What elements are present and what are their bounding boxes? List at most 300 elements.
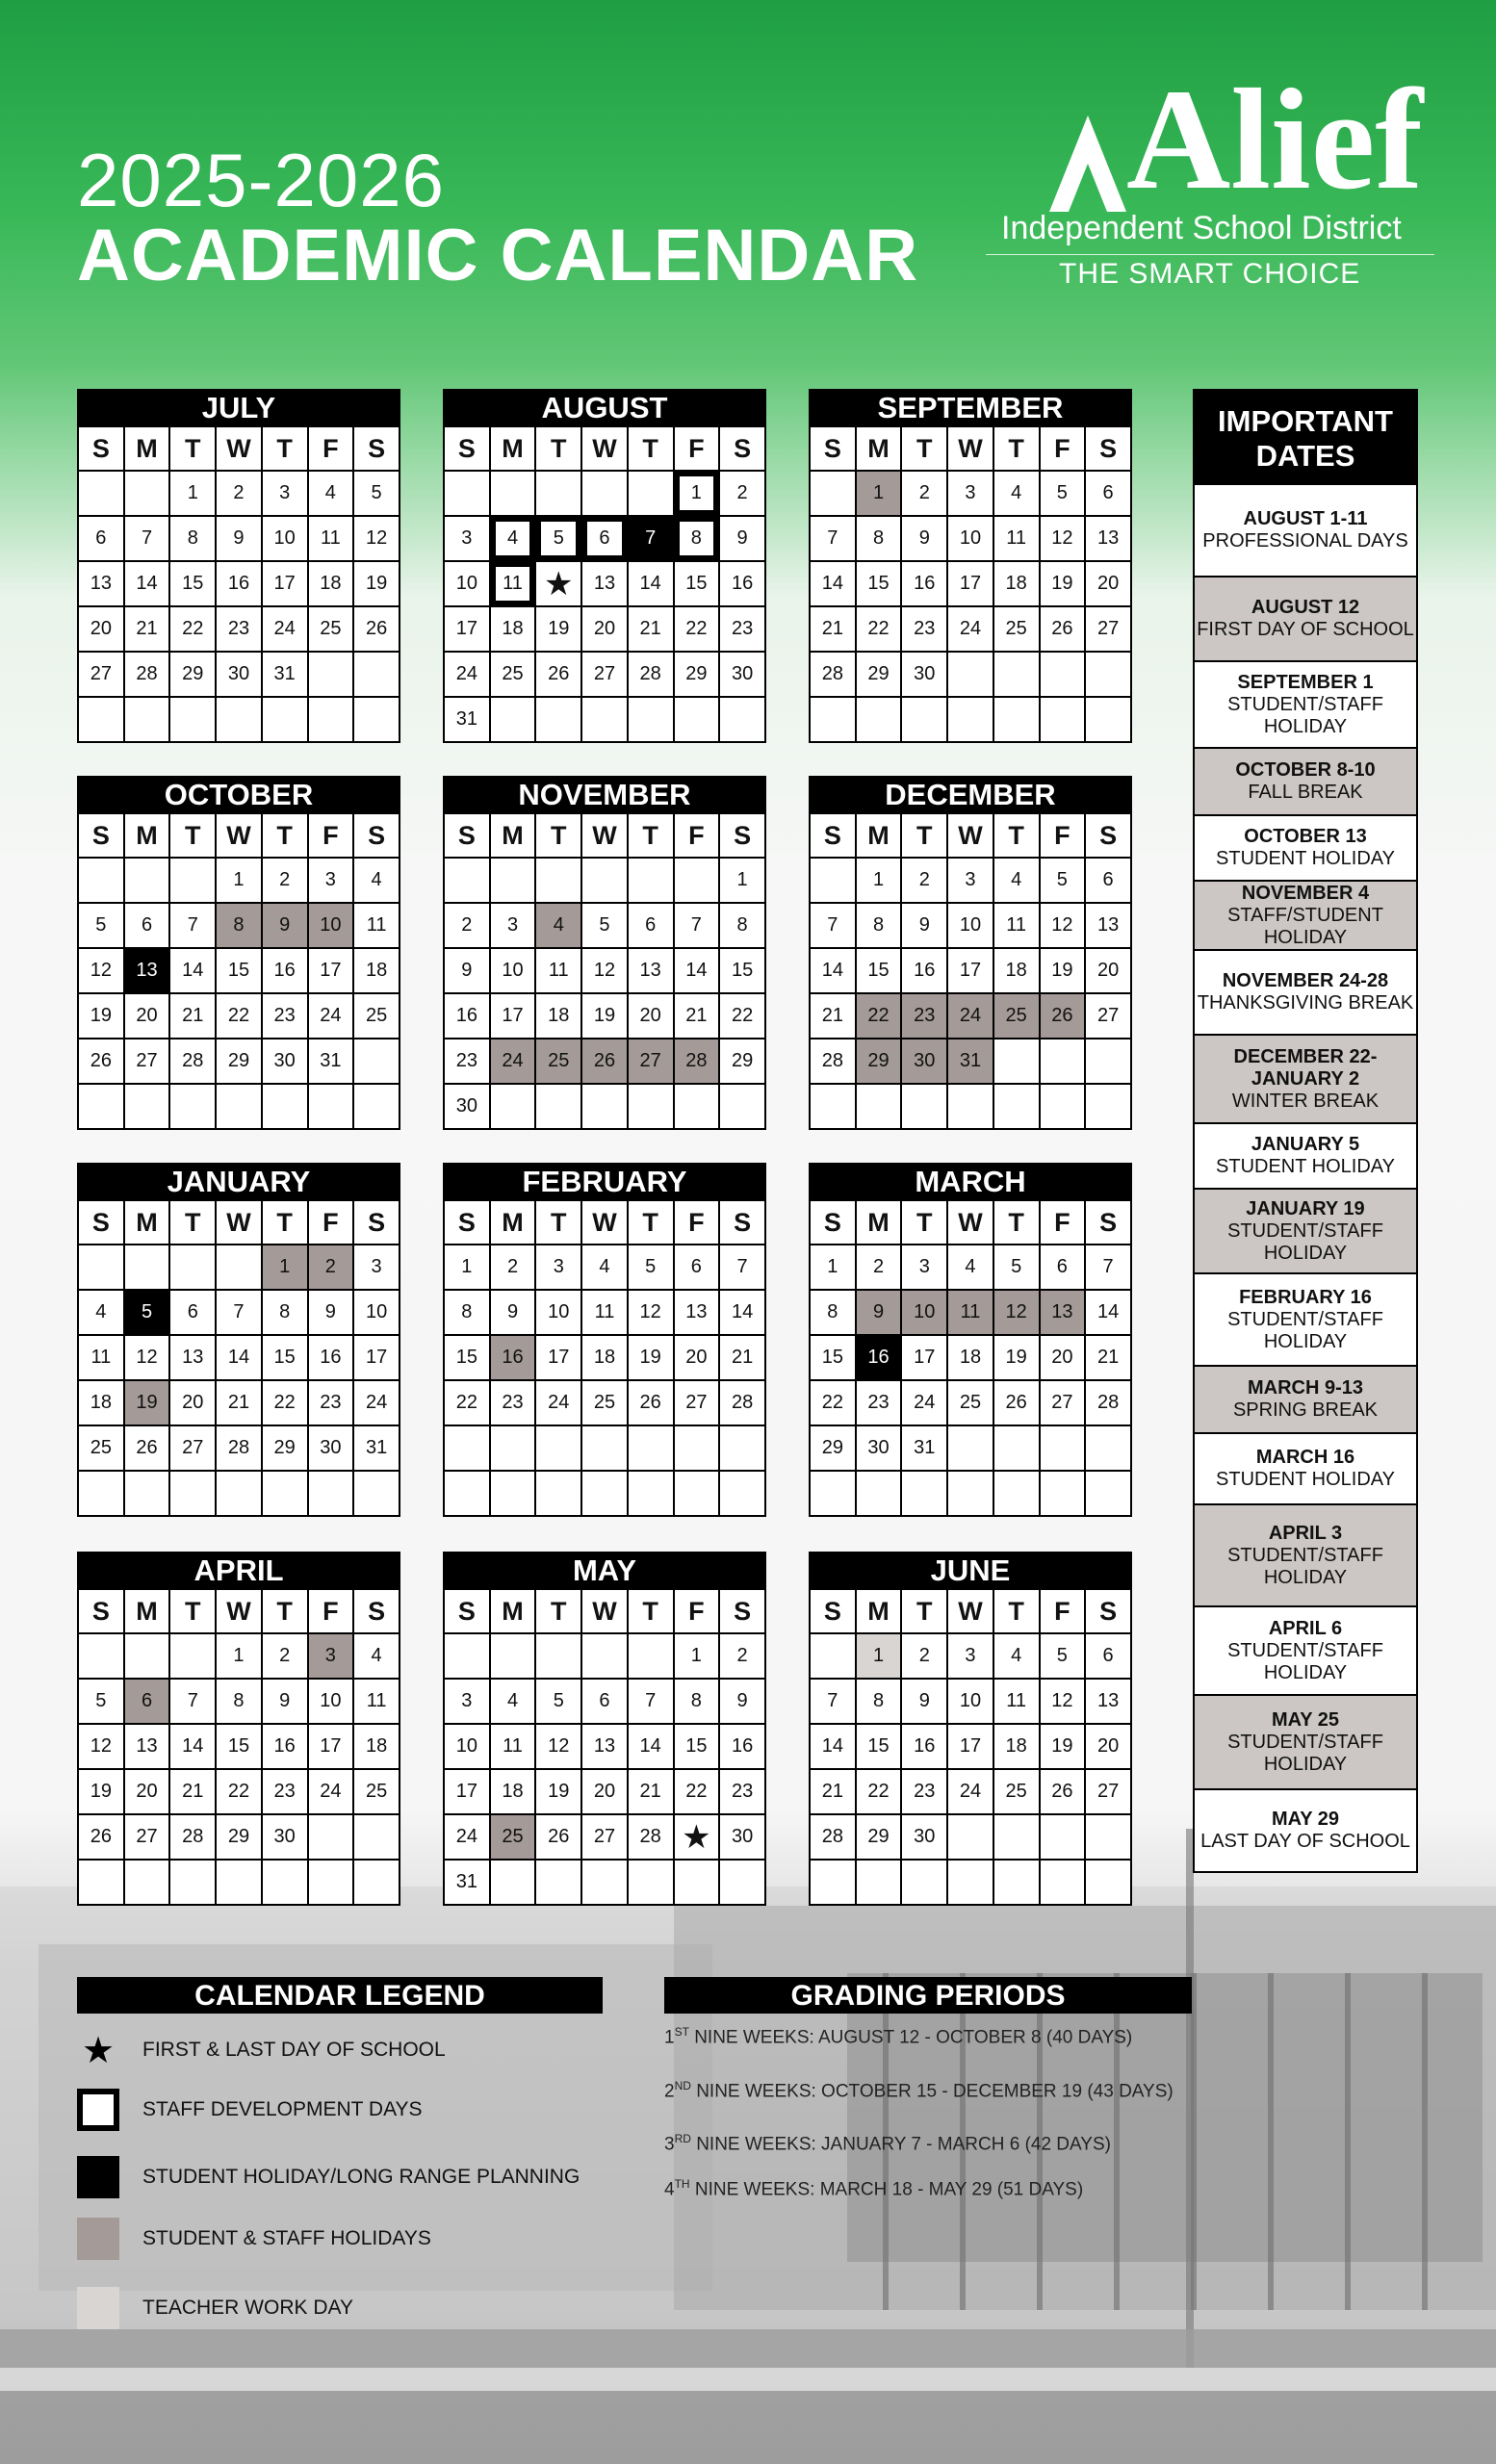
important-date-item [1195, 814, 1416, 880]
important-date-item [1195, 1605, 1416, 1694]
day-cell: 4 [947, 1245, 993, 1290]
legend-label: STUDENT & STAFF HOLIDAYS [142, 2227, 431, 2249]
empty-day-cell [216, 1084, 262, 1129]
day-cell: 26 [993, 1380, 1040, 1425]
day-cell: 2 [262, 858, 308, 903]
day-cell: 29 [674, 652, 720, 697]
day-cell: 23 [719, 606, 765, 652]
grading-ordinal: 3 [664, 2134, 675, 2155]
day-cell: 7 [810, 903, 856, 948]
empty-day-cell [490, 1084, 536, 1129]
week-row [810, 1679, 1131, 1724]
day-cell: 30 [262, 1814, 308, 1860]
day-cell: 2 [216, 471, 262, 516]
legend-swatch [77, 2156, 119, 2198]
empty-day-cell [490, 471, 536, 516]
empty-day-cell [628, 1471, 674, 1516]
weekday-label: F [674, 1589, 720, 1633]
month-name: AUGUST [443, 389, 766, 425]
weekday-label: S [78, 426, 124, 471]
empty-day-cell [1040, 1471, 1086, 1516]
legend-item [77, 2218, 431, 2260]
day-cell: 6 [1085, 858, 1131, 903]
weekday-header-row [78, 426, 400, 471]
month-table [443, 1588, 766, 1906]
important-date-item [1195, 1188, 1416, 1272]
day-cell: 31 [353, 1425, 400, 1471]
day-cell: 15 [810, 1335, 856, 1380]
week-row [444, 1769, 765, 1814]
day-cell: 16 [262, 1724, 308, 1769]
important-date-label: SPRING BREAK [1232, 1399, 1379, 1421]
important-date-label: WINTER BREAK [1231, 1090, 1380, 1112]
legend-item [77, 2029, 446, 2071]
day-cell: 7 [810, 516, 856, 561]
day-cell: 28 [628, 652, 674, 697]
day-cell: 24 [947, 993, 993, 1039]
empty-day-cell [444, 1633, 490, 1679]
empty-day-cell [581, 697, 628, 742]
day-cell: 5 [581, 903, 628, 948]
empty-day-cell [1085, 1084, 1131, 1129]
important-date: AUGUST 12 [1251, 597, 1360, 618]
day-cell: 5 [1040, 1633, 1086, 1679]
day-cell: 4 [581, 1245, 628, 1290]
important-date-label: STUDENT/STAFF HOLIDAY [1227, 1544, 1383, 1588]
day-cell: 23 [901, 993, 947, 1039]
day-cell: 8 [719, 903, 765, 948]
grading-text: NINE WEEKS: MARCH 18 - MAY 29 (51 DAYS) [689, 2179, 1084, 2200]
day-cell: 4 [993, 858, 1040, 903]
day-cell: 17 [308, 1724, 354, 1769]
empty-day-cell [262, 697, 308, 742]
day-cell: 3 [444, 1679, 490, 1724]
day-cell: 1 [856, 471, 902, 516]
weekday-header-row [78, 1589, 400, 1633]
important-dates-panel [1193, 389, 1418, 1873]
day-cell: 8 [810, 1290, 856, 1335]
day-cell: 11 [993, 903, 1040, 948]
empty-day-cell [856, 1084, 902, 1129]
day-cell: 10 [490, 948, 536, 993]
day-cell: 12 [993, 1290, 1040, 1335]
day-cell: 28 [810, 652, 856, 697]
day-cell: 14 [169, 948, 216, 993]
day-cell: 19 [353, 561, 400, 606]
weekday-label: S [444, 813, 490, 858]
day-cell: 11 [535, 948, 581, 993]
day-cell: 21 [674, 993, 720, 1039]
month-august [443, 389, 766, 743]
day-cell: 20 [581, 606, 628, 652]
day-cell: 31 [444, 1860, 490, 1905]
day-cell: 25 [490, 1814, 536, 1860]
weekday-label: T [262, 426, 308, 471]
empty-day-cell [169, 1860, 216, 1905]
month-june [809, 1552, 1132, 1906]
day-cell: 13 [78, 561, 124, 606]
weekday-label: T [628, 813, 674, 858]
day-cell: 9 [719, 516, 765, 561]
empty-day-cell [1040, 652, 1086, 697]
weekday-label: F [308, 1200, 354, 1245]
day-cell: 31 [901, 1425, 947, 1471]
day-cell: 28 [674, 1039, 720, 1084]
day-cell: 25 [78, 1425, 124, 1471]
day-cell: 7 [1085, 1245, 1131, 1290]
empty-day-cell [1085, 1471, 1131, 1516]
day-cell: 22 [444, 1380, 490, 1425]
weekday-label: S [1085, 1200, 1131, 1245]
empty-day-cell [444, 1425, 490, 1471]
day-cell: 24 [444, 652, 490, 697]
empty-day-cell [1040, 1425, 1086, 1471]
weekday-label: F [308, 426, 354, 471]
day-cell: 2 [856, 1245, 902, 1290]
day-cell: 15 [719, 948, 765, 993]
day-cell: 12 [78, 1724, 124, 1769]
day-cell: 22 [856, 993, 902, 1039]
month-december [809, 776, 1132, 1130]
week-row [444, 1084, 765, 1129]
day-cell: 7 [169, 1679, 216, 1724]
week-row [810, 1724, 1131, 1769]
empty-day-cell [810, 858, 856, 903]
grading-period [664, 2025, 1132, 2048]
day-cell: 4 [490, 516, 536, 561]
day-cell: 13 [1085, 516, 1131, 561]
day-cell: 17 [947, 561, 993, 606]
day-cell: 3 [901, 1245, 947, 1290]
day-cell: 5 [353, 471, 400, 516]
empty-day-cell [993, 1039, 1040, 1084]
day-cell: 18 [353, 1724, 400, 1769]
day-cell: 1 [444, 1245, 490, 1290]
empty-day-cell [674, 1084, 720, 1129]
important-date-label: STUDENT/STAFF HOLIDAY [1227, 693, 1383, 737]
week-row [78, 948, 400, 993]
day-cell: 30 [719, 1814, 765, 1860]
star-icon: ★ [674, 1814, 720, 1860]
weekday-label: T [628, 426, 674, 471]
month-april [77, 1552, 400, 1906]
day-cell: 10 [947, 516, 993, 561]
day-cell: 17 [947, 948, 993, 993]
empty-day-cell [810, 471, 856, 516]
day-cell: 9 [262, 1679, 308, 1724]
weekday-label: T [262, 1589, 308, 1633]
weekday-label: M [856, 426, 902, 471]
empty-day-cell [490, 1471, 536, 1516]
weekday-label: M [856, 813, 902, 858]
day-cell: 27 [674, 1380, 720, 1425]
empty-day-cell [581, 471, 628, 516]
weekday-label: S [444, 1200, 490, 1245]
empty-day-cell [169, 697, 216, 742]
day-cell: 11 [490, 561, 536, 606]
empty-day-cell [581, 1084, 628, 1129]
day-cell: 25 [993, 606, 1040, 652]
day-cell: 26 [581, 1039, 628, 1084]
empty-day-cell [1085, 1814, 1131, 1860]
day-cell: 16 [490, 1335, 536, 1380]
week-row [78, 1769, 400, 1814]
grading-ordinal-suffix: RD [674, 2132, 691, 2145]
day-cell: 26 [1040, 606, 1086, 652]
empty-day-cell [444, 1471, 490, 1516]
week-row [444, 652, 765, 697]
day-cell: 26 [535, 652, 581, 697]
day-cell: 18 [581, 1335, 628, 1380]
day-cell: 5 [535, 1679, 581, 1724]
day-cell: 24 [535, 1380, 581, 1425]
day-cell: 5 [1040, 471, 1086, 516]
important-date-item [1195, 1503, 1416, 1605]
empty-day-cell [78, 1084, 124, 1129]
empty-day-cell [1085, 1039, 1131, 1084]
day-cell: 24 [947, 606, 993, 652]
day-cell: 13 [169, 1335, 216, 1380]
logo-district-name: Independent School District [1001, 210, 1402, 246]
legend-label: FIRST & LAST DAY OF SCHOOL [142, 2039, 446, 2061]
day-cell: 4 [78, 1290, 124, 1335]
weekday-header-row [810, 426, 1131, 471]
week-row [810, 606, 1131, 652]
day-cell: 8 [856, 903, 902, 948]
empty-day-cell [947, 1814, 993, 1860]
important-date: OCTOBER 8-10 [1235, 759, 1376, 781]
day-cell: 29 [169, 652, 216, 697]
important-date-label: FIRST DAY OF SCHOOL [1197, 619, 1414, 640]
empty-day-cell [535, 1860, 581, 1905]
important-date-label: STUDENT/STAFF HOLIDAY [1227, 1308, 1383, 1352]
empty-day-cell [308, 697, 354, 742]
weekday-label: T [901, 426, 947, 471]
day-cell: 13 [124, 948, 170, 993]
weekday-label: T [169, 1589, 216, 1633]
weekday-label: S [719, 1200, 765, 1245]
day-cell: 10 [444, 1724, 490, 1769]
weekday-label: W [216, 813, 262, 858]
weekday-label: S [444, 1589, 490, 1633]
day-cell: 5 [1040, 858, 1086, 903]
day-cell: 23 [444, 1039, 490, 1084]
day-cell: 19 [581, 993, 628, 1039]
week-row [444, 1679, 765, 1724]
empty-day-cell [628, 1633, 674, 1679]
day-cell: 25 [993, 1769, 1040, 1814]
weekday-header-row [78, 813, 400, 858]
weekday-label: T [901, 1200, 947, 1245]
day-cell: 8 [674, 516, 720, 561]
day-cell: 11 [490, 1724, 536, 1769]
month-table [77, 425, 400, 743]
week-row [78, 516, 400, 561]
day-cell: 16 [901, 948, 947, 993]
weekday-label: W [947, 1200, 993, 1245]
day-cell: 9 [901, 1679, 947, 1724]
empty-day-cell [581, 1633, 628, 1679]
day-cell: 20 [674, 1335, 720, 1380]
empty-day-cell [353, 697, 400, 742]
empty-day-cell [628, 1860, 674, 1905]
page-subtitle-year: 2025-2026 [77, 138, 446, 222]
important-date-item [1195, 483, 1416, 576]
week-row [78, 1633, 400, 1679]
day-cell: 11 [993, 1679, 1040, 1724]
day-cell: 6 [124, 903, 170, 948]
empty-day-cell [628, 858, 674, 903]
day-cell: 8 [262, 1290, 308, 1335]
month-name: OCTOBER [77, 776, 400, 812]
week-row [78, 697, 400, 742]
grading-ordinal-suffix: ST [674, 2025, 689, 2039]
empty-day-cell [78, 697, 124, 742]
empty-day-cell [993, 1860, 1040, 1905]
empty-day-cell [78, 471, 124, 516]
empty-day-cell [947, 1860, 993, 1905]
weekday-label: M [490, 1200, 536, 1245]
weekday-label: W [581, 813, 628, 858]
day-cell: 3 [444, 516, 490, 561]
day-cell: 29 [856, 652, 902, 697]
week-row [810, 516, 1131, 561]
weekday-label: F [1040, 426, 1086, 471]
day-cell: 3 [308, 858, 354, 903]
day-cell: 19 [1040, 561, 1086, 606]
weekday-label: S [78, 1200, 124, 1245]
weekday-label: M [124, 426, 170, 471]
weekday-label: T [628, 1200, 674, 1245]
day-cell: 2 [444, 903, 490, 948]
legend-swatch [77, 2287, 119, 2329]
day-cell: 7 [674, 903, 720, 948]
week-row [810, 993, 1131, 1039]
day-cell: 20 [124, 993, 170, 1039]
day-cell: 19 [78, 993, 124, 1039]
day-cell: 23 [262, 1769, 308, 1814]
day-cell: 15 [216, 1724, 262, 1769]
empty-day-cell [1040, 1860, 1086, 1905]
weekday-label: W [947, 1589, 993, 1633]
day-cell: 21 [628, 1769, 674, 1814]
day-cell: 16 [216, 561, 262, 606]
day-cell: 9 [444, 948, 490, 993]
day-cell: 31 [444, 697, 490, 742]
important-date: MARCH 16 [1255, 1447, 1355, 1468]
week-row [444, 1724, 765, 1769]
empty-day-cell [169, 858, 216, 903]
empty-day-cell [993, 1084, 1040, 1129]
week-row [444, 1245, 765, 1290]
empty-day-cell [1040, 1039, 1086, 1084]
empty-day-cell [124, 471, 170, 516]
day-cell: 27 [124, 1814, 170, 1860]
week-row [444, 1380, 765, 1425]
day-cell: 29 [216, 1039, 262, 1084]
day-cell: 28 [216, 1425, 262, 1471]
week-row [78, 993, 400, 1039]
day-cell: 26 [353, 606, 400, 652]
legend-item [77, 2287, 353, 2329]
empty-day-cell [124, 1471, 170, 1516]
month-table [77, 1199, 400, 1517]
day-cell: 21 [169, 993, 216, 1039]
day-cell: 11 [308, 516, 354, 561]
empty-day-cell [674, 1860, 720, 1905]
weekday-label: S [810, 1589, 856, 1633]
important-date: DECEMBER 22- JANUARY 2 [1233, 1045, 1378, 1090]
day-cell: 15 [674, 1724, 720, 1769]
empty-day-cell [674, 858, 720, 903]
weekday-label: F [308, 1589, 354, 1633]
empty-day-cell [856, 1471, 902, 1516]
day-cell: 11 [993, 516, 1040, 561]
month-may [443, 1552, 766, 1906]
important-date: JANUARY 19 [1246, 1197, 1365, 1219]
empty-day-cell [169, 1245, 216, 1290]
week-row [810, 652, 1131, 697]
day-cell: 5 [124, 1290, 170, 1335]
day-cell: 9 [719, 1679, 765, 1724]
month-name: FEBRUARY [443, 1163, 766, 1199]
weekday-label: T [993, 426, 1040, 471]
day-cell: 14 [169, 1724, 216, 1769]
week-row [78, 471, 400, 516]
empty-day-cell [124, 1084, 170, 1129]
important-date: SEPTEMBER 1 [1237, 671, 1374, 693]
empty-day-cell [308, 652, 354, 697]
important-dates-list [1195, 483, 1416, 1871]
day-cell: 6 [124, 1679, 170, 1724]
day-cell: 3 [947, 1633, 993, 1679]
weekday-label: S [719, 813, 765, 858]
staff-development-swatch [77, 2089, 119, 2131]
week-row [810, 1769, 1131, 1814]
day-cell: 29 [262, 1425, 308, 1471]
empty-day-cell [490, 1425, 536, 1471]
empty-day-cell [535, 697, 581, 742]
month-table [77, 812, 400, 1130]
day-cell: 21 [169, 1769, 216, 1814]
month-table [809, 425, 1132, 743]
week-row [810, 1084, 1131, 1129]
important-date-item [1195, 1034, 1416, 1122]
weekday-label: M [856, 1589, 902, 1633]
day-cell: 18 [353, 948, 400, 993]
day-cell: 17 [535, 1335, 581, 1380]
empty-day-cell [947, 697, 993, 742]
day-cell: 29 [856, 1039, 902, 1084]
day-cell: 30 [444, 1084, 490, 1129]
weekday-label: T [535, 1589, 581, 1633]
important-date-item [1195, 1432, 1416, 1503]
grading-period [664, 2177, 1083, 2200]
day-cell: 14 [1085, 1290, 1131, 1335]
day-cell: 1 [674, 1633, 720, 1679]
day-cell: 1 [674, 471, 720, 516]
day-cell: 17 [353, 1335, 400, 1380]
grading-ordinal: 4 [664, 2179, 675, 2200]
grading-ordinal: 1 [664, 2027, 675, 2048]
empty-day-cell [1085, 652, 1131, 697]
week-row [444, 1335, 765, 1380]
weekday-label: W [581, 1200, 628, 1245]
day-cell: 12 [1040, 1679, 1086, 1724]
day-cell: 22 [216, 993, 262, 1039]
week-row [810, 903, 1131, 948]
day-cell: 26 [124, 1425, 170, 1471]
